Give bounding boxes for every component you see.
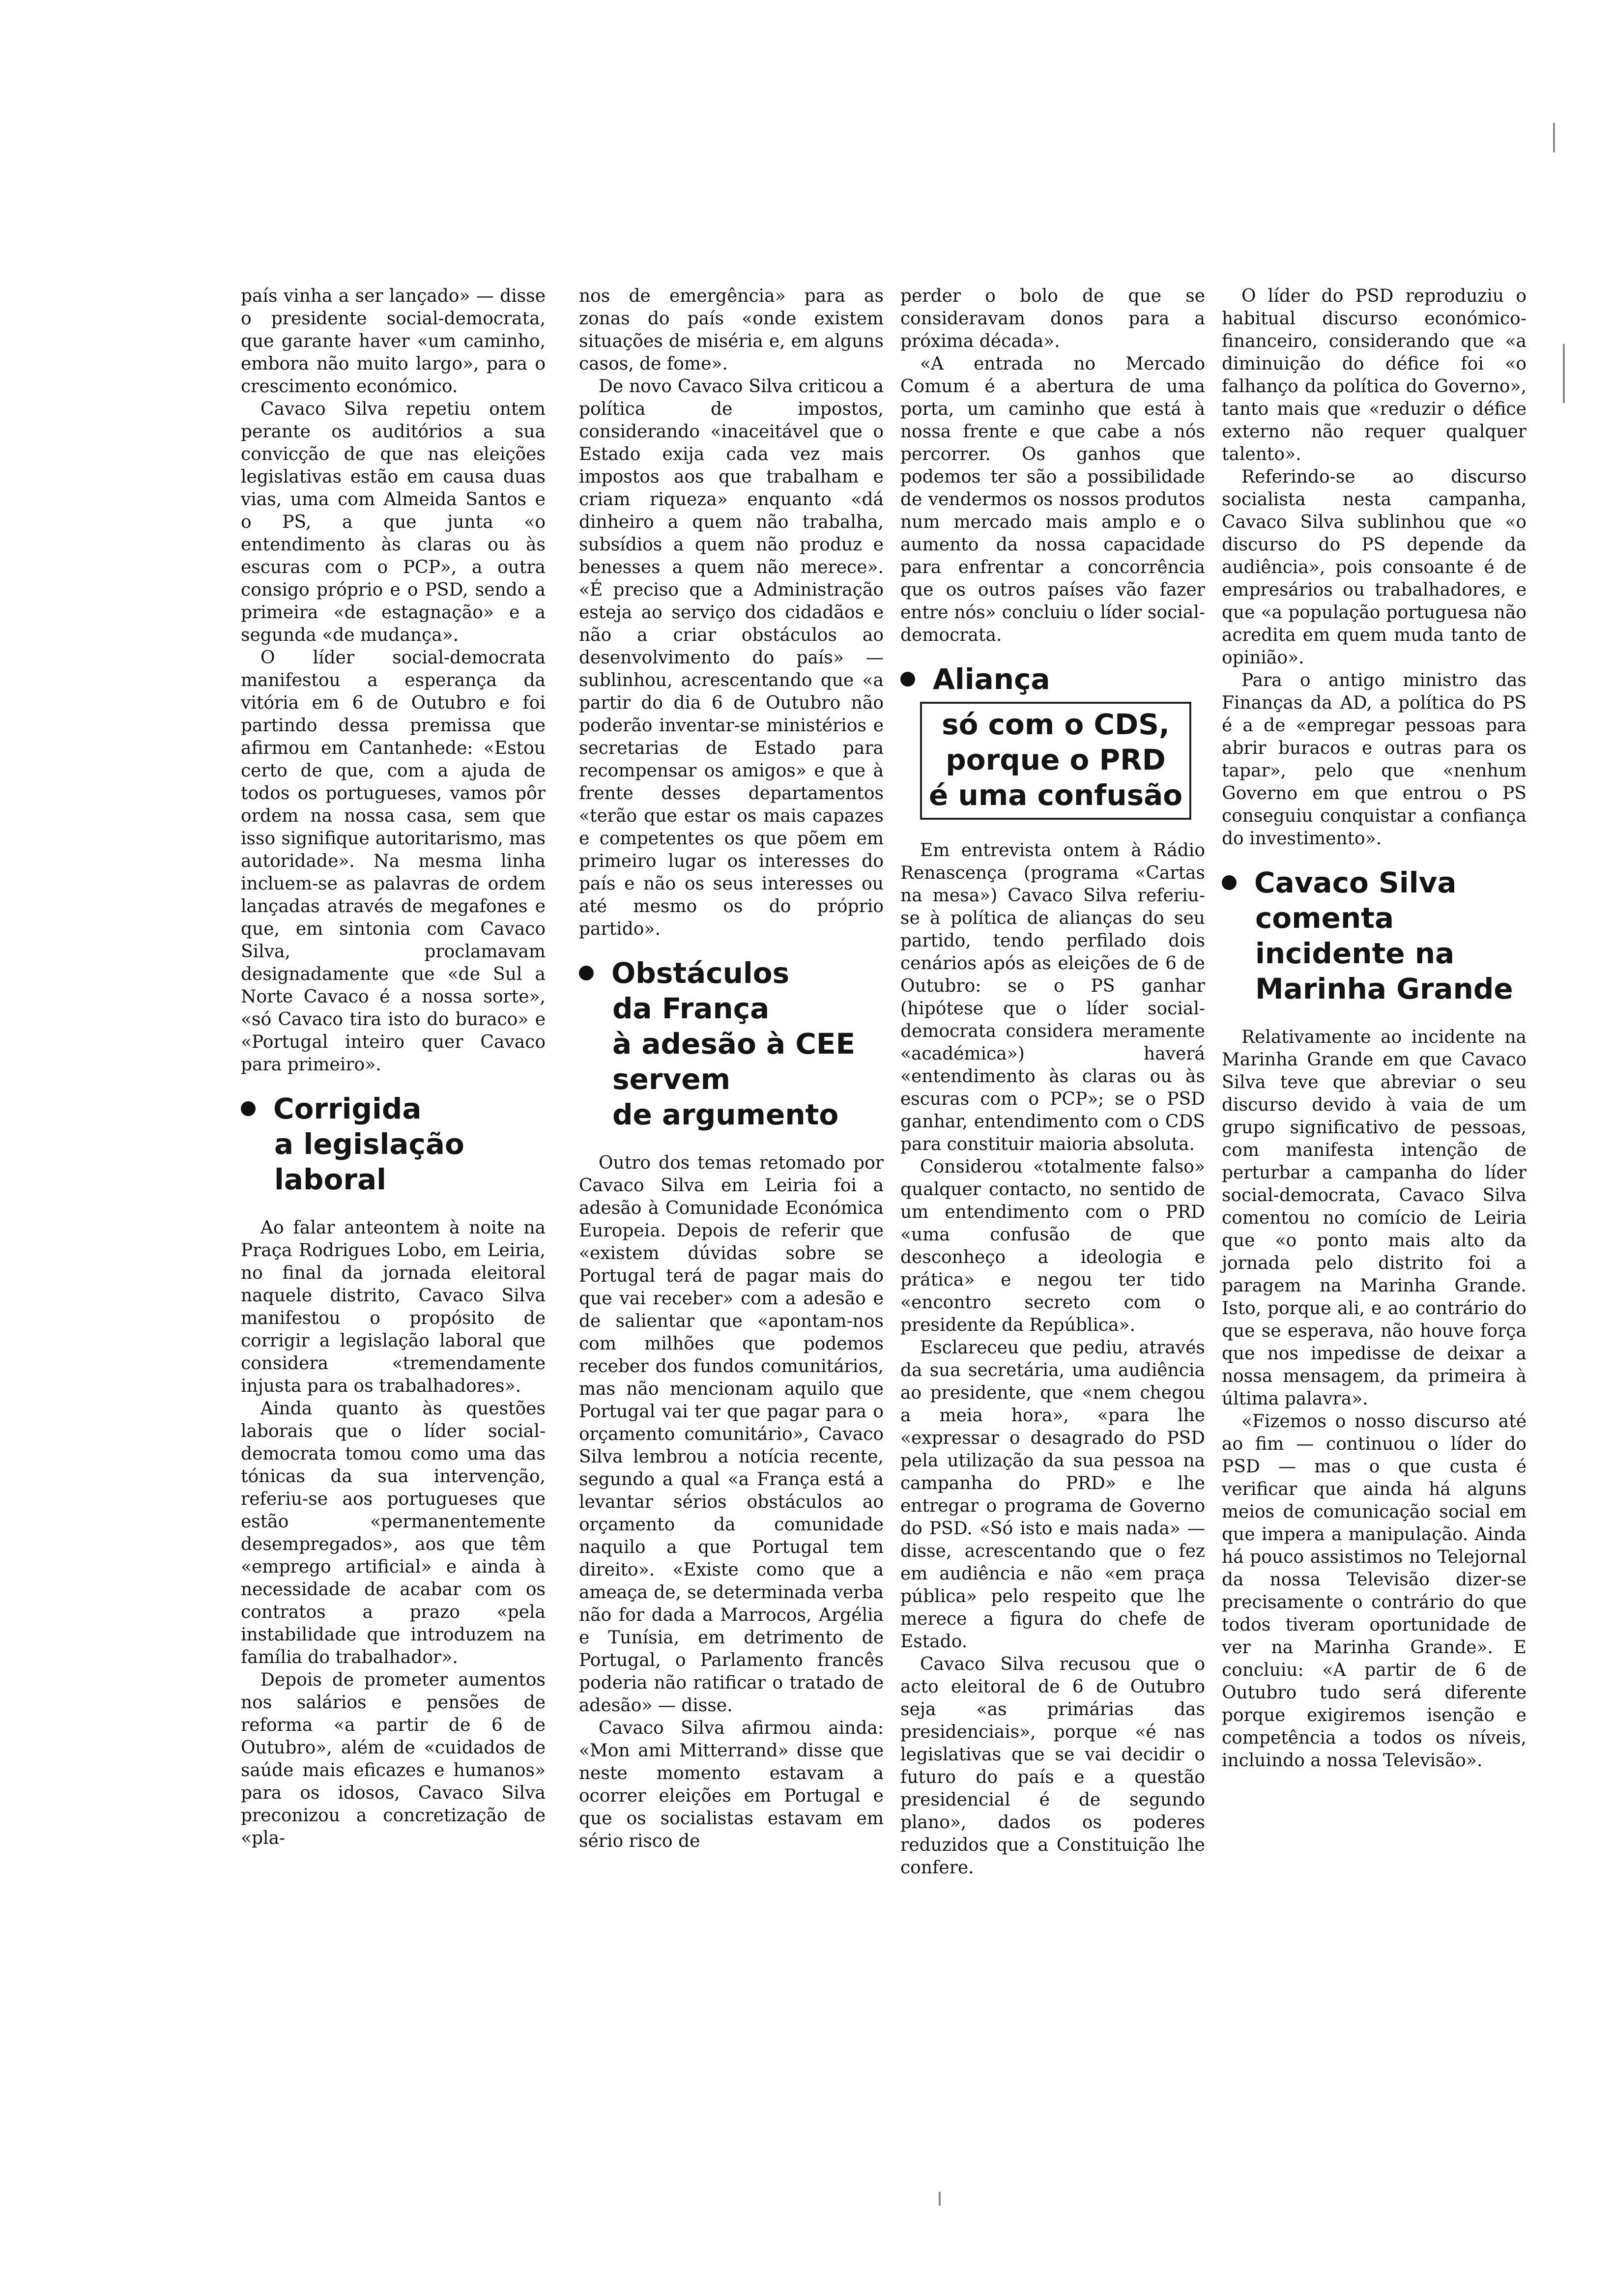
scan-speck (1553, 123, 1555, 152)
article-column-4 (1222, 285, 1526, 1772)
subheading-line: à adesão à CEE (612, 1027, 856, 1061)
paragraph: Depois de prometer aumentos nos salários e pensões de reforma «a partir de 6 de Outubro», além de «cuidados de saúde mais eficazes e humanos» para os idosos, Cavaco Silva preconizou a concretização de «pla- (241, 1670, 546, 1848)
paragraph: Cavaco Silva repetiu ontem perante os auditórios a sua convicção de que nas eleições legislativas estão em causa duas vias, uma com Almeida Santos e o PS, a que junta «o entendimento às claras ou às escuras com o PCP», a outra consigo próprio e o PSD, sendo a primeira «de estagnação» e a segunda «de mudança». (241, 399, 546, 645)
subheading-line: é uma confusão (929, 778, 1183, 812)
subheading-line: comenta (1255, 901, 1394, 935)
subheading-corrigida-legislacao (241, 1091, 546, 1197)
paragraph: De novo Cavaco Silva criticou a política de impostos, considerando «inaceitável que o Estado exija cada vez mais impostos aos que trabalham e criam riqueza» enquanto «dá dinheiro a quem não trabalha, subsídios a quem não produz e benesses a quem não merece». «É preciso que a Administração esteja ao serviço dos cidadãos e não a criar obstáculos ao desenvolvimento do país» — sublinhou, acrescentando que «a partir do dia 6 de Outubro não poderão inventar-se ministérios e secretarias de Estado para recompensar os amigos» e que à frente desses departamentos «terão que estar os mais capazes e competentes os que põem em primeiro lugar os interesses do país e não os seus interesses ou até mesmo os do próprio partido». (579, 376, 884, 939)
boxed-subheading (920, 702, 1191, 820)
paragraph: «A entrada no Mercado Comum é a abertura de uma porta, um caminho que está à nossa frente e que cabe a nós percorrer. Os ganhos que podemos ter são a possibilidade de vendermos os nossos produtos num mercado mais amplo e o aumento da nossa capacidade para enfrentar a concorrência que os outros países vão fazer entre nós» concluiu o líder social-democrata. (900, 354, 1205, 645)
paragraph: Esclareceu que pediu, através da sua secretária, uma audiência ao presidente, que «nem chegou a meia hora», «para lhe «expressar o desagrado do PSD pela utilização da sua pessoa na campanha do PRD» e lhe entregar o programa de Governo do PSD. «Só isto e mais nada» — disse, acrescentando que o fez em audiência e não «em praça pública» pelo respeito que lhe merece a figura do chefe de Estado. (900, 1338, 1205, 1652)
subheading-line: incidente na (1255, 937, 1455, 970)
subheading-line: da França (612, 992, 770, 1025)
subheading-line: Marinha Grande (1255, 972, 1513, 1005)
subheading-alianca-cds (900, 661, 1205, 820)
bullet-icon (579, 966, 594, 980)
paragraph: «Fizemos o nosso discurso até ao fim — continuou o líder do PSD — mas o que custa é verificar que ainda há alguns meios de comunicação social em que impera a manipulação. Ainda há pouco assistimos no Telejornal da nossa Televisão dizer-se precisamente o contrário do que todos tiveram oportunidade de ver na Marinha Grande». E concluiu: «A partir de 6 de Outubro tudo será diferente porque exigiremos isenção e competência a todos os níveis, incluindo a nossa Televisão». (1222, 1411, 1526, 1771)
subheading-obstaculos-franca (579, 955, 884, 1132)
paragraph: Cavaco Silva afirmou ainda: «Mon ami Mitterrand» disse que neste momento estavam a ocorrer eleições em Portugal e que os socialistas estavam em sério risco de (579, 1718, 884, 1851)
paragraph: Cavaco Silva recusou que o acto eleitoral de 6 de Outubro seja «as primárias das presidenciais», porque «é nas legislativas que se vai decidir o futuro do país e a questão presidencial é de segundo plano», dados os poderes reduzidos que a Constituição lhe confere. (900, 1654, 1205, 1878)
subheading-line: Aliança (933, 662, 1050, 696)
paragraph: país vinha a ser lançado» — disse o presidente social-democrata, que garante haver «um caminho, embora não muito largo», para o crescimento económico. (241, 286, 546, 397)
subheading-line: porque o PRD (946, 743, 1166, 776)
subheading-line: servem (612, 1062, 731, 1096)
paragraph: Referindo-se ao discurso socialista nesta campanha, Cavaco Silva sublinhou que «o discurso do PS depende da audiência», pois consoante é de empresários ou trabalhadores, e que «a população portuguesa não acredita em quem muda tanto de opinião». (1222, 467, 1526, 668)
paragraph: Relativamente ao incidente na Marinha Grande em que Cavaco Silva teve que abreviar o seu discurso devido à vaia de um grupo significativo de pessoas, com manifesta intenção de perturbar a campanha do líder social-democrata, Cavaco Silva comentou no comício de Leiria que «o ponto mais alto da jornada pelo distrito foi a paragem na Marinha Grande. Isto, porque ali, e ao contrário do que se esperava, não houve força que nos impedisse de deixar a nossa mensagem, da primeira à última palavra». (1222, 1027, 1526, 1409)
paragraph: Para o antigo ministro das Finanças da AD, a política do PS é a de «empregar pessoas para abrir buracos e outras para os tapar», pelo que «nenhum Governo em que entrou o PS conseguiu conquistar a confiança do investimento». (1222, 670, 1526, 849)
paragraph: Em entrevista ontem à Rádio Renascença (programa «Cartas na mesa») Cavaco Silva referiu-se à política de alianças do seu partido, tendo perfilado dois cenários após as eleições de 6 de Outubro: se o PS ganhar (hipótese que o líder social-democrata considera meramente «académica») haverá «entendimento às claras ou às escuras com o PCP»; se o PSD ganhar, entendimento com o CDS para constituir maioria absoluta. (900, 840, 1205, 1154)
subheading-line: a legislação (274, 1127, 464, 1161)
article-column-3 (900, 285, 1205, 1879)
bullet-icon (1222, 875, 1237, 890)
subheading-line: só com o CDS, (942, 708, 1170, 741)
subheading-line: de argumento (612, 1098, 839, 1131)
paragraph: O líder social-democrata manifestou a esperança da vitória em 6 de Outubro e foi partindo dessa premissa que afirmou em Cantanhede: «Estou certo de que, com a ajuda de todos os portugueses, vamos pôr ordem na nossa casa, sem que isso signifique autoritarismo, mas autoridade». Na mesma linha incluem-se as palavras de ordem lançadas através de megafones e que, em sintonia com Cavaco Silva, proclamavam designadamente que «de Sul a Norte Cavaco é a nossa sorte», «só Cavaco tira isto do buraco» e «Portugal inteiro quer Cavaco para primeiro». (241, 648, 546, 1075)
paragraph: Considerou «totalmente falso» qualquer contacto, no sentido de um entendimento com o PRD «uma confusão de que desconheço a ideologia e prática» e negou ter tido «encontro secreto com o presidente da República». (900, 1157, 1205, 1335)
bullet-icon (241, 1101, 256, 1116)
subheading-marinha-grande (1222, 865, 1526, 1006)
paragraph: nos de emergência» para as zonas do país «onde existem situações de miséria e, em alguns casos, de fome». (579, 286, 884, 374)
paragraph: Outro dos temas retomado por Cavaco Silva em Leiria foi a adesão à Comunidade Económica Europeia. Depois de referir que «existem dúvidas sobre se Portugal terá de pagar mais do que vai receber» com a adesão e de salientar que «apontam-nos com milhões que podemos receber dos fundos comunitários, mas não mencionam aquilo que Portugal vai ter que pagar para o orçamento comunitário», Cavaco Silva lembrou a notícia recente, segundo a qual «a França está a levantar sérios obstáculos ao orçamento da comunidade naquilo a que Portugal tem direito». «Existe como que a ameaça de, se determinada verba não for dada a Marrocos, Argélia e Tunísia, em detrimento de Portugal, o Parlamento francês poderia não ratificar o tratado de adesão» — disse. (579, 1153, 884, 1716)
subheading-line: Obstáculos (611, 956, 790, 990)
paragraph: Ao falar anteontem à noite na Praça Rodrigues Lobo, em Leiria, no final da jornada eleitoral naquele distrito, Cavaco Silva manifestou o propósito de corrigir a legislação laboral que considera «tremendamente injusta para os trabalhadores». (241, 1218, 546, 1396)
article-column-1 (241, 285, 546, 1850)
subheading-line: laboral (274, 1163, 387, 1196)
scan-speck (939, 2192, 941, 2206)
subheading-line: Cavaco Silva (1254, 866, 1457, 899)
subheading-line: Corrigida (273, 1092, 422, 1125)
paragraph: Ainda quanto às questões laborais que o líder social-democrata tomou como uma das tónicas da sua intervenção, referiu-se aos portugueses que estão «permanentemente desempregados», aos que têm «emprego artificial» e ainda à necessidade de acabar com os contratos a prazo «pela instabilidade que introduzem na família do trabalhador». (241, 1399, 546, 1667)
scan-speck (1563, 344, 1565, 403)
paragraph: perder o bolo de que se consideravam donos para a próxima década». (900, 286, 1205, 351)
paragraph: O líder do PSD reproduziu o habitual discurso económico-financeiro, considerando que «a diminuição do défice foi «o falhanço da política do Governo», tanto mais que «reduzir o défice externo não requer qualquer talento». (1222, 286, 1526, 464)
article-column-2 (579, 285, 884, 1853)
bullet-icon (900, 672, 915, 687)
